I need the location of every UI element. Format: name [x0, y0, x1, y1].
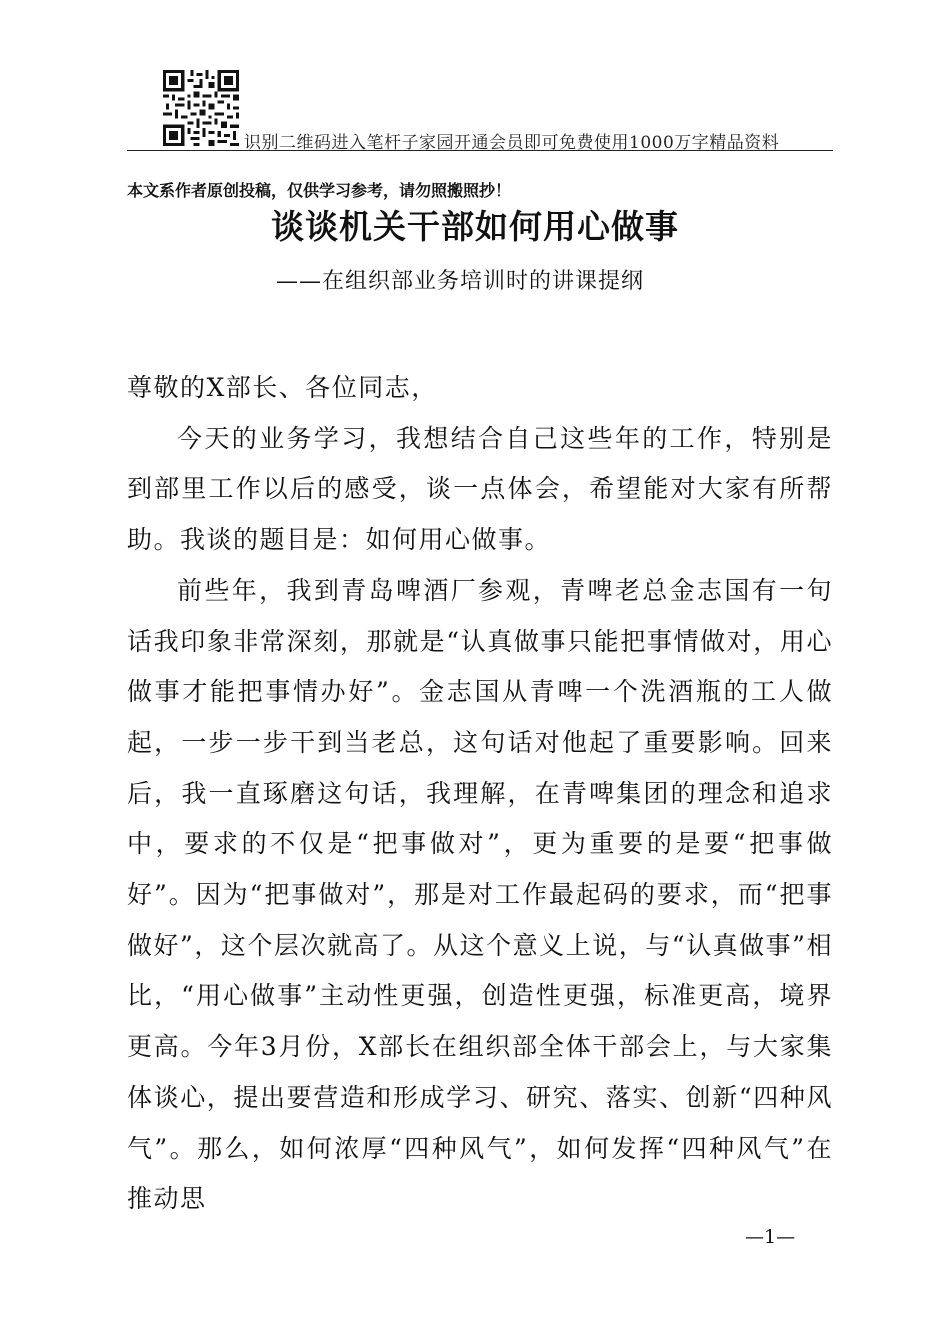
qr-code-icon — [163, 70, 239, 146]
body-paragraph-2: 前些年，我到青岛啤酒厂参观，青啤老总金志国有一句话我印象非常深刻，那就是“认真做事只能把事情做对，用心做事才能把事情办好”。金志国从青啤一个洗酒瓶的工人做起，一步一步干到当老总，这句话对他起了重要影响。回来后，我一直琢磨这句话，我理解，在青啤集团的理念和追求中，要求的不仅是“把事做对”，更为重要的是要“把事做好”。因为“把事做对”，那是对工作最起码的要求，而“把事做好”，这个层次就高了。从这个意义上说，与“认真做事”相比，“用心做事”主动性更强，创造性更强，标准更高，境界更高。今年3月份，X部长在组织部全体干部会上，与大家集体谈心，提出要营造和形成学习、研究、落实、创新“四种风气”。那么，如何浓厚“四种风气”，如何发挥“四种风气”在推动思 — [127, 575, 833, 1214]
copyright-notice: 本文系作者原创投稿，仅供学习参考，请勿照搬照抄！ — [127, 181, 512, 200]
document-body — [127, 363, 833, 1225]
salutation: 尊敬的X部长、各位同志， — [127, 373, 438, 402]
header-divider — [127, 150, 833, 151]
document-title: 谈谈机关干部如何用心做事 — [271, 207, 679, 246]
header-promo-text: 识别二维码进入笔杆子家园开通会员即可免费使用1000万字精品资料 — [244, 133, 780, 153]
document-subtitle: ——在组织部业务培训时的讲课提纲 — [276, 269, 645, 294]
page-number: —1— — [745, 1226, 796, 1248]
body-paragraph-1: 今天的业务学习，我想结合自己这些年的工作，特别是到部里工作以后的感受，谈一点体会，希望能对大家有所帮助。我谈的题目是：如何用心做事。 — [127, 423, 833, 555]
